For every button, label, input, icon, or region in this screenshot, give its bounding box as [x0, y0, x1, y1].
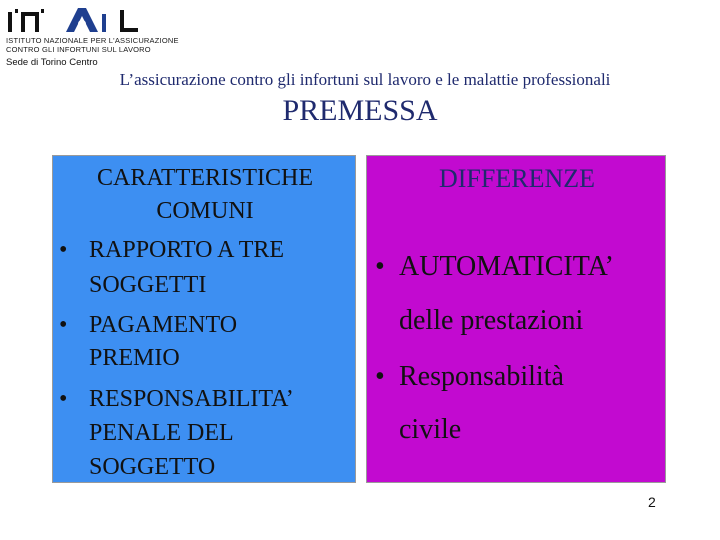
slide-subtitle [0, 70, 720, 90]
left-item-2-line1: PAGAMENTO [89, 312, 238, 338]
bullet-icon: • [375, 251, 385, 282]
right-box-differences [366, 155, 666, 483]
right-item-2-line2: civile [399, 414, 462, 445]
page-number: 2 [648, 494, 656, 510]
left-item-2-line2: PREMIO [89, 345, 180, 371]
inail-logo-mark [4, 4, 174, 36]
bullet-icon: • [59, 312, 68, 338]
right-item-1-line2: delle prestazioni [399, 305, 584, 336]
left-box-common-features [52, 155, 356, 483]
right-item-1-line1: AUTOMATICITA’ [399, 251, 615, 282]
right-item-2-line1: Responsabilità [399, 361, 564, 392]
logo-sede: Sede di Torino Centro [6, 57, 98, 68]
left-item-3-line1: RESPONSABILITA’ [89, 386, 294, 412]
bullet-icon: • [375, 361, 385, 392]
inail-logo [4, 4, 179, 68]
logo-institute-line1: ISTITUTO NAZIONALE PER L'ASSICURAZIONE [6, 36, 179, 45]
left-item-1-line2: SOGGETTI [89, 272, 207, 298]
left-box-heading-line1: CARATTERISTICHE [97, 165, 313, 191]
logo-institute-line2: CONTRO GLI INFORTUNI SUL LAVORO [6, 45, 151, 54]
left-item-3-line3: SOGGETTO [89, 454, 216, 480]
right-box-heading: DIFFERENZE [439, 164, 595, 193]
left-item-3-line2: PENALE DEL [89, 420, 234, 446]
bullet-icon: • [59, 386, 68, 412]
bullet-icon: • [59, 237, 68, 263]
slide-title: PREMESSA [282, 94, 438, 127]
slide-subtitle-text: L’assicurazione contro gli infortuni sul lavoro e le malattie professionali [119, 70, 611, 89]
left-box-heading-line2: COMUNI [156, 198, 254, 224]
left-item-1-line1: RAPPORTO A TRE [89, 237, 285, 263]
